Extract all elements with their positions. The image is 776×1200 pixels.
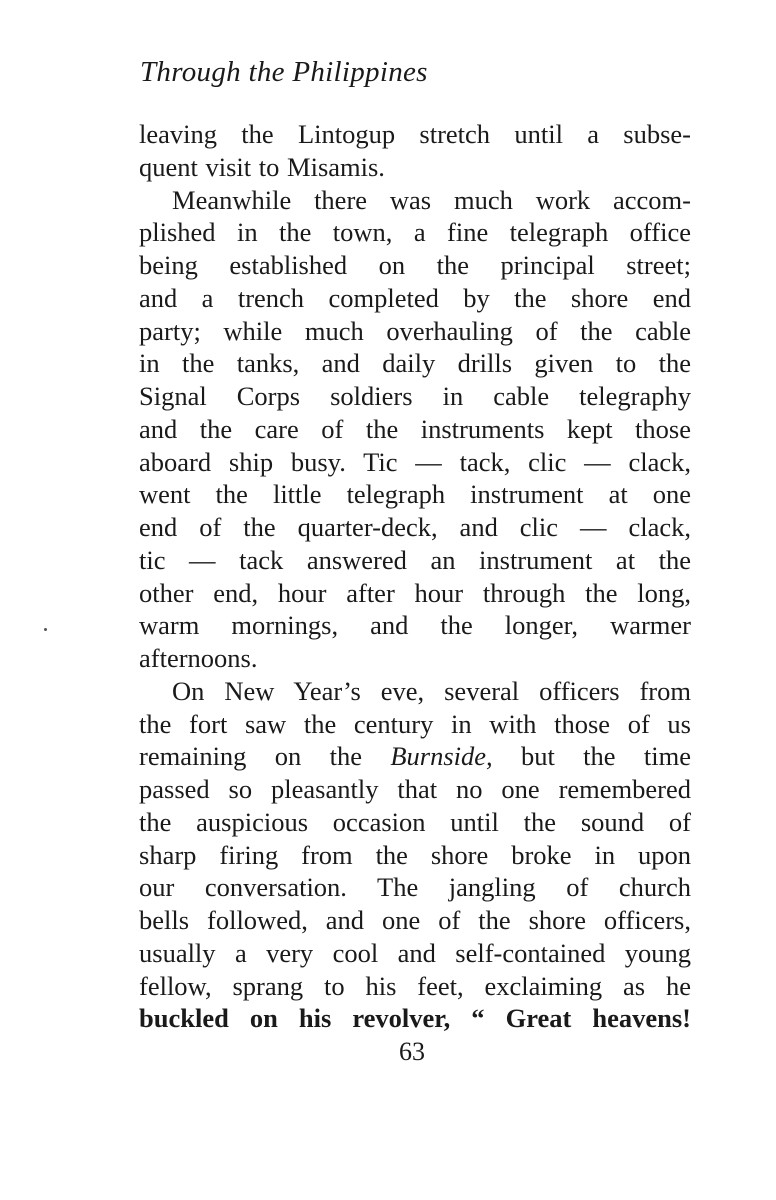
text-line: fellow, sprang to his feet, exclaiming as he [139,970,691,1001]
text-line: leaving the Lintogup stretch until a subse- [139,119,691,149]
margin-speck [44,628,47,631]
text-line: afternoons. [139,643,258,673]
ship-name-burnside: Burnside, [390,741,493,772]
text-line: the auspicious occasion until the sound of [139,806,691,837]
text-line: and the care of the instruments kept those [139,413,691,444]
text-line: tic — tack answered an instrument at the [139,544,691,575]
text-line: Signal Corps soldiers in cable telegraphy [139,381,691,411]
page-number: 63 [399,1037,425,1066]
text-line: Meanwhile there was much work accom- [172,184,691,215]
text-line: usually a very cool and self-contained young [139,937,691,968]
text-line-ship-after: but the time [492,741,691,772]
text-line-ship-before: remaining on the [139,741,391,772]
text-line: passed so pleasantly that no one remembered [139,774,691,804]
text-line: our conversation. The jangling of church [139,872,691,903]
text-line-ship-name [139,740,691,773]
text-line: other end, hour after hour through the long, [139,577,691,608]
text-line: On New Year’s eve, several officers from [172,675,691,706]
text-line: buckled on his revolver, “ Great heavens! [139,1003,691,1034]
text-line: aboard ship busy. Tic — tack, clic — clack, [139,446,691,477]
text-line: and a trench completed by the shore end [139,282,691,313]
text-line: went the little telegraph instrument at one [139,479,691,510]
text-line: sharp firing from the shore broke in upon [139,839,691,870]
text-line: end of the quarter-deck, and clic — clack, [139,512,691,542]
text-line: plished in the town, a fine telegraph office [139,217,691,248]
text-line: in the tanks, and daily drills given to the [139,348,691,379]
text-line: quent visit to Misamis. [139,151,385,182]
text-line: party; while much overhauling of the cable [139,315,691,346]
running-title: Through the Philippines [140,56,428,88]
text-line: warm mornings, and the longer, warmer [139,610,691,641]
text-line: the fort saw the century in with those of us [139,708,691,739]
text-line: bells followed, and one of the shore officers, [139,905,691,935]
text-line: being established on the principal street; [139,250,691,280]
body-text [139,118,691,1035]
